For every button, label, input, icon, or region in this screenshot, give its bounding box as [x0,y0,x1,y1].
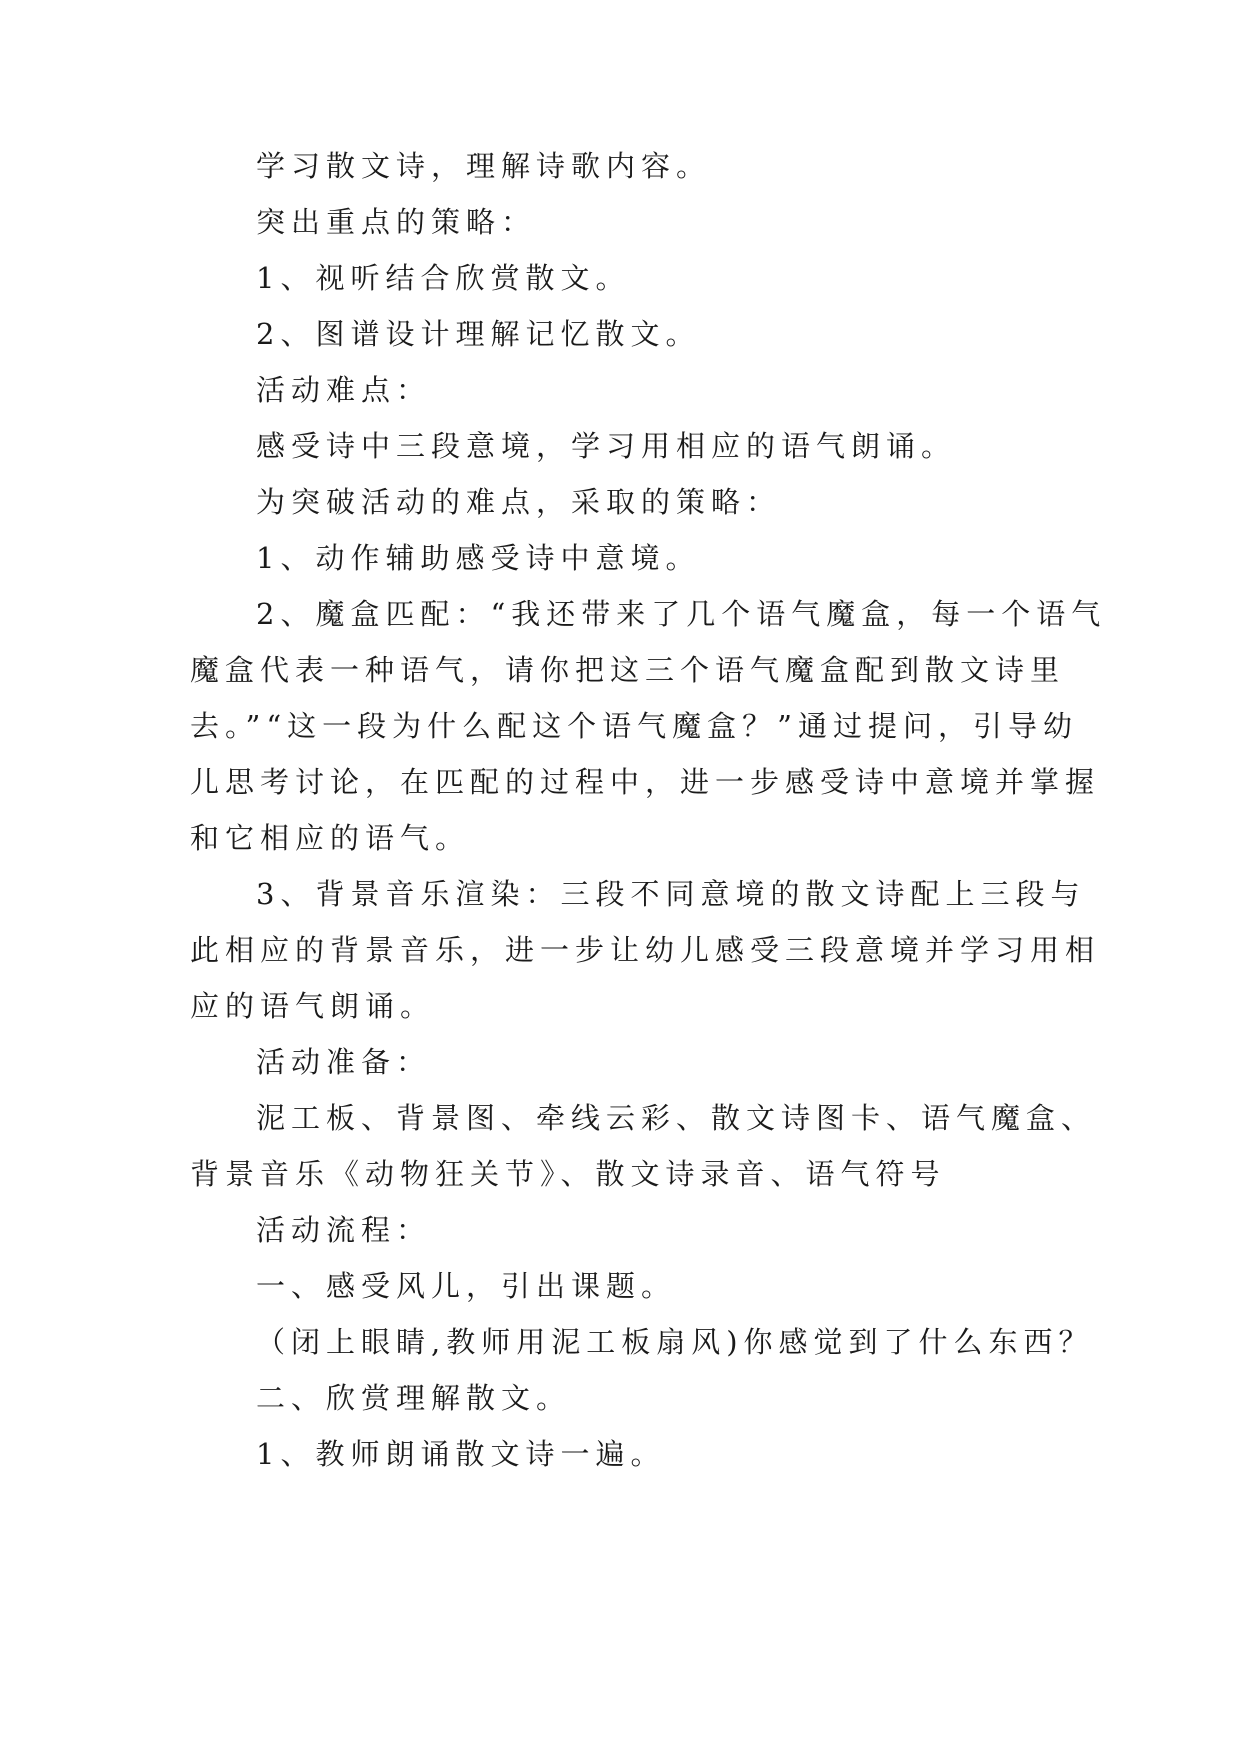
paragraph-line: 学习散文诗，理解诗歌内容。 [256,149,712,183]
paragraph-line: 一、感受风儿，引出课题。 [256,1269,677,1303]
paragraph-line: 二、欣赏理解散文。 [256,1381,572,1415]
paragraph-line: 活动难点： [256,373,432,407]
paragraph-line: 1、视听结合欣赏散文。 [256,261,631,295]
paragraph-line: 1、动作辅助感受诗中意境。 [256,541,701,575]
paragraph-line: 去。”“这一段为什么配这个语气魔盒？”通过提问，引导幼 [190,709,1078,743]
paragraph-line: 活动流程： [256,1213,432,1247]
paragraph-line: 此相应的背景音乐，进一步让幼儿感受三段意境并学习用相 [190,933,1101,967]
paragraph-line: 1、教师朗诵散文诗一遍。 [256,1437,666,1471]
paragraph-line: 泥工板、背景图、牵线云彩、散文诗图卡、语气魔盒、 [256,1101,1097,1135]
paragraph-line: 应的语气朗诵。 [190,989,436,1023]
paragraph-line: 突出重点的策略： [256,205,537,239]
paragraph-line: 背景音乐《动物狂关节》、散文诗录音、语气符号 [190,1157,946,1191]
paragraph-line: 2、图谱设计理解记忆散文。 [256,317,701,351]
paragraph-line: 活动准备： [256,1045,432,1079]
paragraph-line: 2、魔盒匹配：“我还带来了几个语气魔盒，每一个语气 [256,597,1107,631]
paragraph-line: 感受诗中三段意境，学习用相应的语气朗诵。 [256,429,957,463]
paragraph-line: 和它相应的语气。 [190,821,471,855]
paragraph-line: 3、背景音乐渲染：三段不同意境的散文诗配上三段与 [256,877,1086,911]
paragraph-line: （闭上眼睛,教师用泥工板扇风)你感觉到了什么东西？ [256,1325,1094,1359]
paragraph-line: 儿思考讨论，在匹配的过程中，进一步感受诗中意境并掌握 [190,765,1101,799]
paragraph-line: 魔盒代表一种语气，请你把这三个语气魔盒配到散文诗里 [190,653,1066,687]
paragraph-line: 为突破活动的难点，采取的策略： [256,485,782,519]
